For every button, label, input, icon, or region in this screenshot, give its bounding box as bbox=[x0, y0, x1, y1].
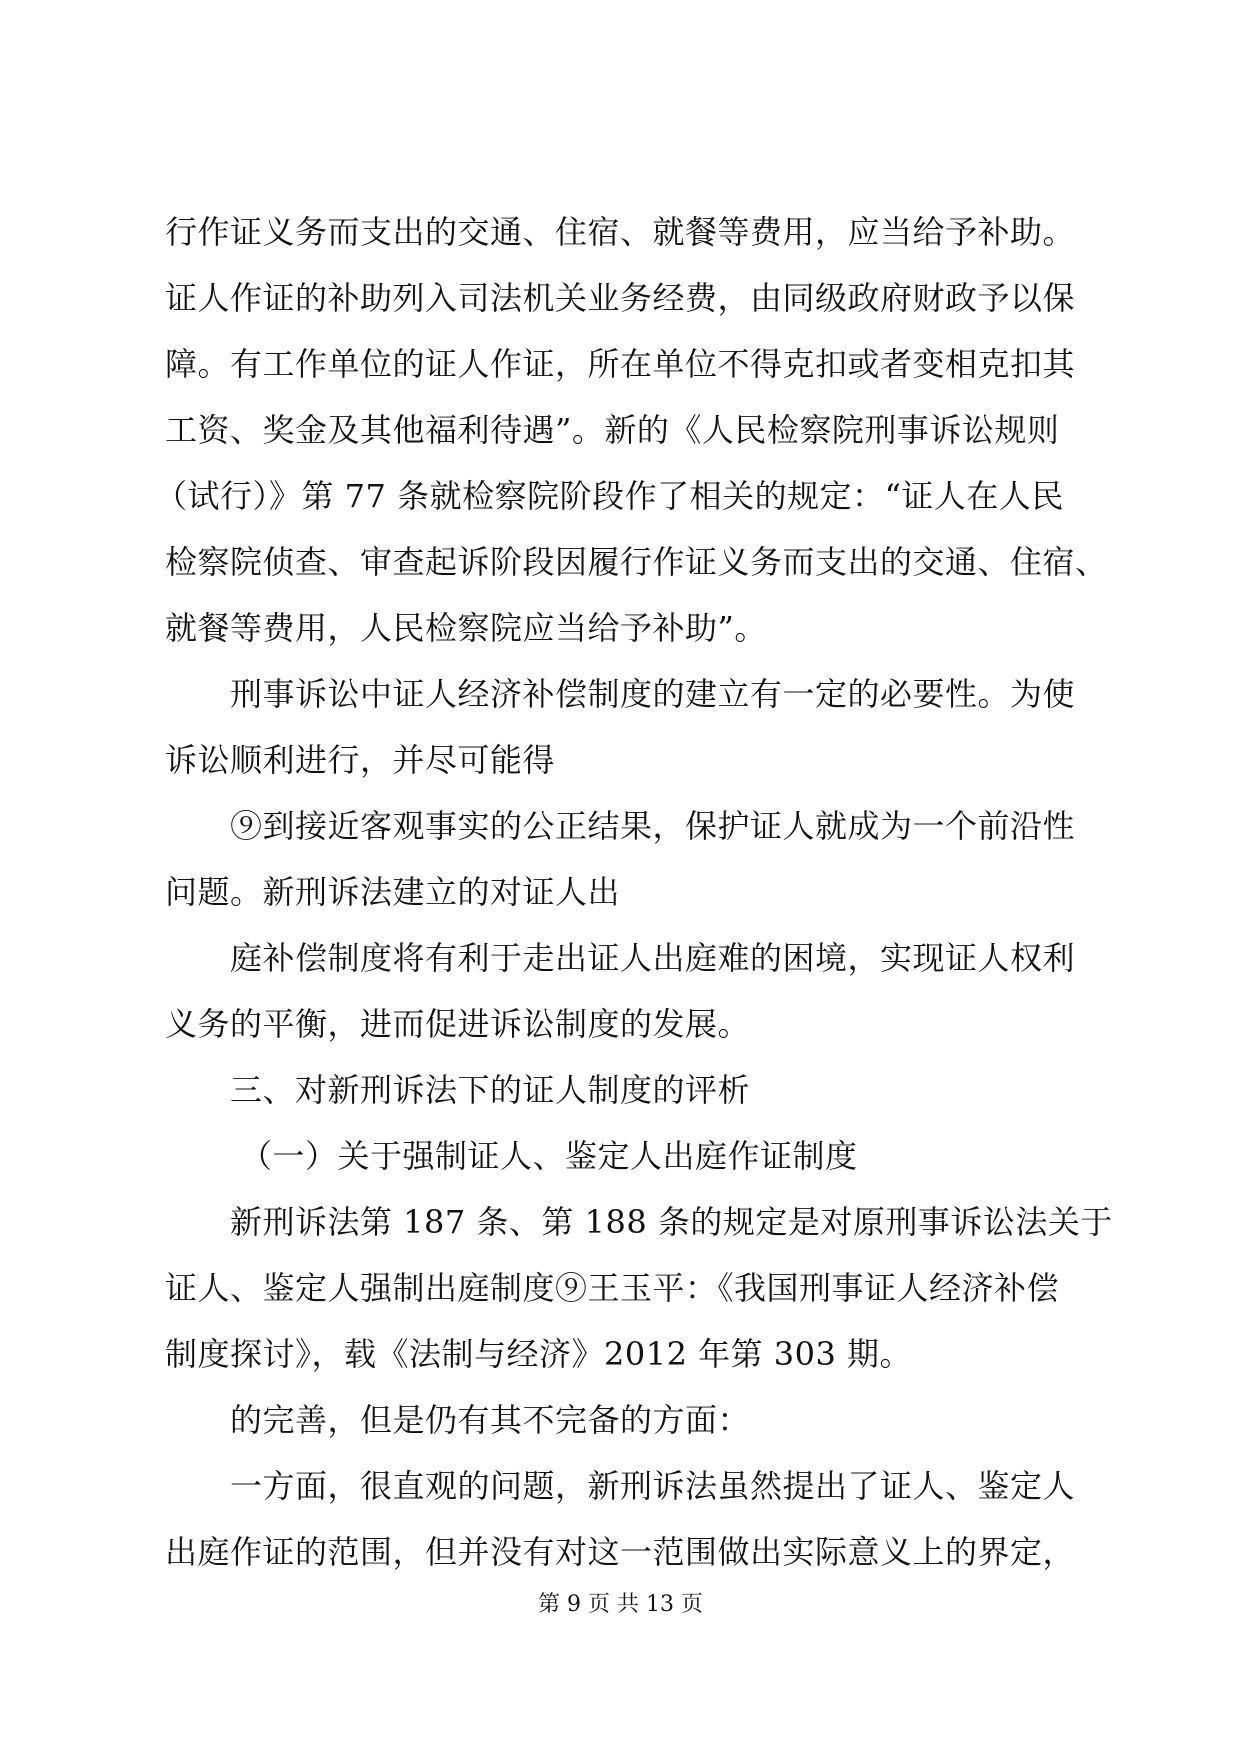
text-line: 诉讼顺利进行，并尽可能得 bbox=[165, 741, 556, 779]
page-footer: 第 9 页 共 13 页 bbox=[538, 1592, 703, 1617]
paragraph-start-line: 一方面，很直观的问题，新刑诉法虽然提出了证人、鉴定人 bbox=[230, 1467, 1076, 1505]
paragraph-start-line: 的完善，但是仍有其不完备的方面： bbox=[230, 1401, 751, 1439]
text-line: 行作证义务而支出的交通、住宿、就餐等费用，应当给予补助。 bbox=[165, 213, 1076, 251]
text-line: 障。有工作单位的证人作证，所在单位不得克扣或者变相克扣其 bbox=[165, 345, 1076, 383]
text-line: （试行）》第 77 条就检察院阶段作了相关的规定：“证人在人民 bbox=[155, 477, 1064, 515]
text-line: 证人作证的补助列入司法机关业务经费，由同级政府财政予以保 bbox=[165, 279, 1076, 317]
text-line: 问题。新刑诉法建立的对证人出 bbox=[165, 873, 621, 911]
text-line: 工资、奖金及其他福利待遇”。新的《人民检察院刑事诉讼规则 bbox=[165, 411, 1060, 449]
section-heading: 三、对新刑诉法下的证人制度的评析 bbox=[230, 1071, 751, 1109]
text-line: 制度探讨》，载《法制与经济》2012 年第 303 期。 bbox=[165, 1335, 913, 1373]
paragraph-start-line: 庭补偿制度将有利于走出证人出庭难的困境，实现证人权利 bbox=[230, 939, 1076, 977]
text-line: 证人、鉴定人强制出庭制度⑨王玉平：《我国刑事证人经济补偿 bbox=[165, 1269, 1060, 1307]
paragraph-start-line: ⑨到接近客观事实的公正结果，保护证人就成为一个前沿性 bbox=[230, 807, 1076, 845]
paragraph-start-line: 新刑诉法第 187 条、第 188 条的规定是对原刑事诉讼法关于 bbox=[230, 1203, 1113, 1241]
text-line: 出庭作证的范围，但并没有对这一范围做出实际意义上的界定， bbox=[165, 1533, 1076, 1571]
text-line: 检察院侦查、审查起诉阶段因履行作证义务而支出的交通、住宿、 bbox=[165, 543, 1108, 581]
paragraph-start-line: 刑事诉讼中证人经济补偿制度的建立有一定的必要性。为使 bbox=[230, 675, 1076, 713]
text-line: 就餐等费用，人民检察院应当给予补助”。 bbox=[165, 609, 767, 647]
subsection-heading: （一）关于强制证人、鉴定人出庭作证制度 bbox=[240, 1137, 858, 1175]
text-line: 义务的平衡，进而促进诉讼制度的发展。 bbox=[165, 1005, 751, 1043]
